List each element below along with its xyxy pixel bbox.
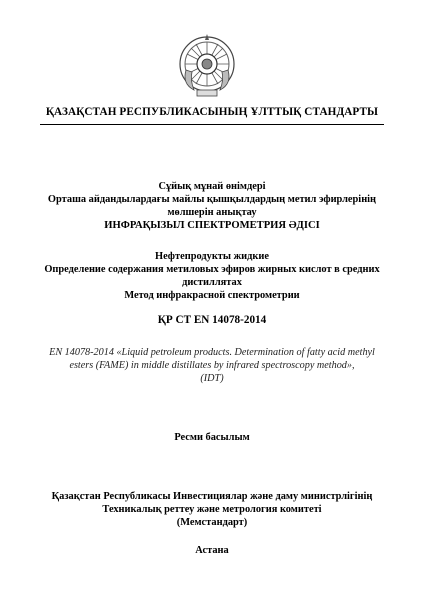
publisher-line: Қазақстан Республикасы Инвестициялар және даму министрлігінің: [51, 491, 373, 502]
title-kazakh-line: мөлшерін анықтау: [167, 207, 257, 218]
title-russian-line: Определение содержания метиловых эфиров жирных кислот в средних: [44, 264, 380, 275]
idt-note-line: esters (FAME) in middle distillates by infrared spectroscopy method»,: [69, 360, 355, 371]
publisher-block: [30, 490, 394, 529]
title-russian-line: дистиллятах: [182, 277, 242, 288]
publisher-line: Техникалық реттеу және метрология комитеті: [102, 504, 322, 515]
national-standard-heading: ҚАЗАҚСТАН РЕСПУБЛИКАСЫНЫҢ ҰЛТТЫҚ СТАНДАРТЫ: [45, 106, 379, 118]
title-russian: [30, 250, 394, 302]
idt-note: [30, 346, 394, 385]
heading-divider: [40, 124, 384, 125]
title-kazakh-method: ИНФРАҚЫЗЫЛ СПЕКТРОМЕТРИЯ ӘДІСІ: [104, 220, 320, 231]
title-kazakh: [30, 180, 394, 232]
city-label: Астана: [195, 545, 229, 556]
official-edition-label: Ресми басылым: [174, 432, 250, 443]
idt-note-line: EN 14078-2014 «Liquid petroleum products. Determination of fatty acid methyl: [49, 347, 375, 358]
title-russian-line: Нефтепродукты жидкие: [154, 251, 269, 262]
title-kazakh-line: Орташа айдандылардағы майлы қышқылдардың метил эфирлерінің: [47, 194, 377, 205]
idt-note-line: (IDT): [200, 373, 224, 384]
title-russian-line: Метод инфракрасной спектрометрии: [124, 290, 300, 301]
title-kazakh-line: Сұйық мұнай өнімдері: [158, 181, 266, 192]
state-emblem-icon: [178, 34, 236, 98]
publisher-line: (Мемстандарт): [176, 517, 248, 528]
standard-code: ҚР СТ EN 14078-2014: [157, 314, 267, 326]
